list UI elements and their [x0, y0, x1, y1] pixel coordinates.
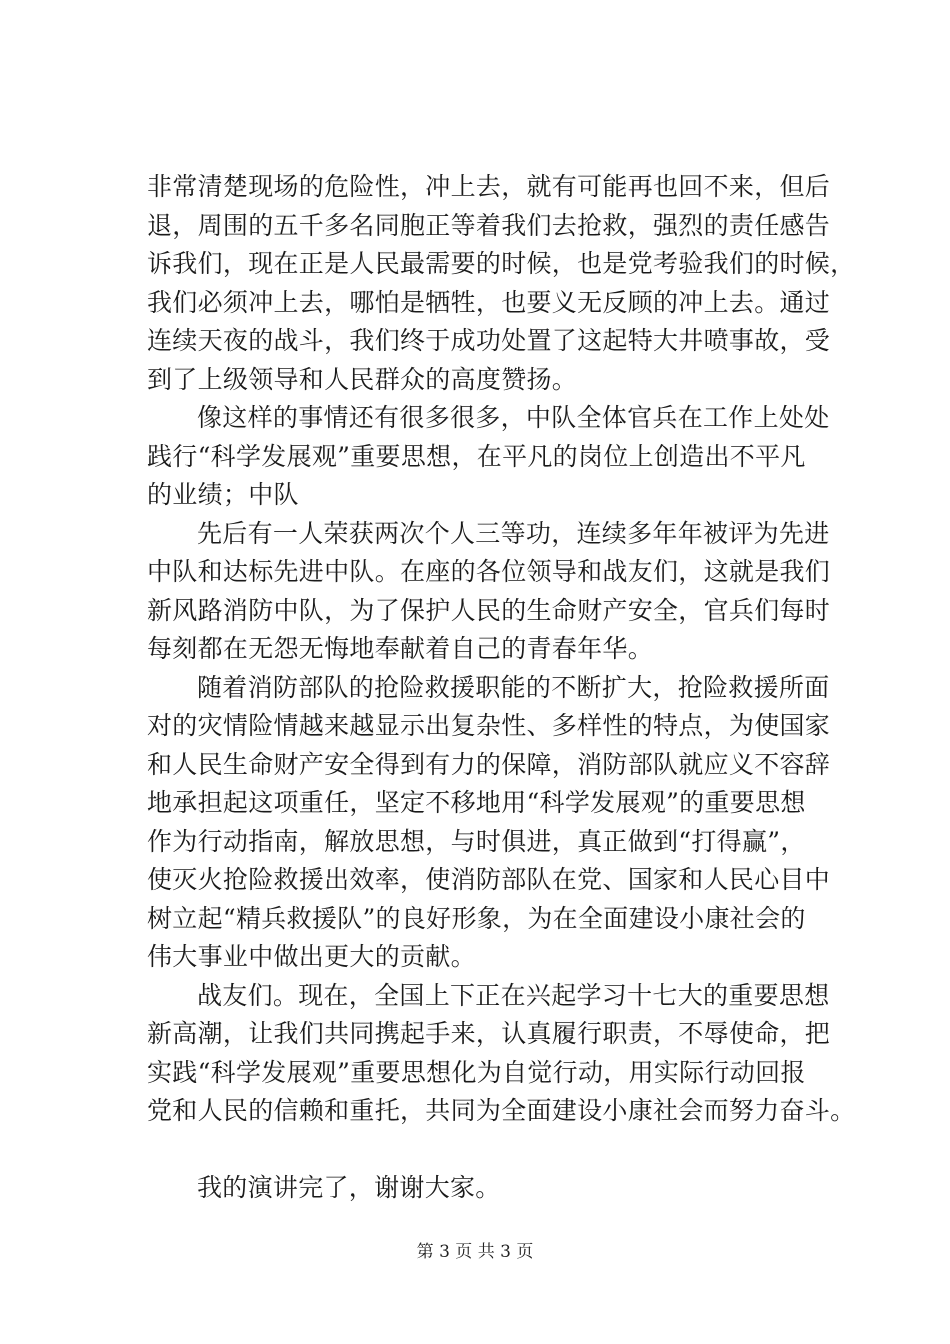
text-line: 退，周围的五千多名同胞正等着我们去抢救，强烈的责任感告: [147, 210, 831, 240]
text-line: 新风路消防中队，为了保护人民的生命财产安全，官兵们每时: [147, 595, 831, 625]
text-line: 我们必须冲上去，哪怕是牺牲，也要义无反顾的冲上去。通过: [147, 287, 831, 317]
page-number-footer: 第 3 页 共 3 页: [416, 1242, 534, 1262]
text-line: 对的灾情险情越来越显示出复杂性、多样性的特点，为使国家: [147, 711, 831, 740]
paragraph-start-line: 先后有一人荣获两次个人三等功，连续多年年被评为先进: [197, 518, 830, 548]
text-line: 地承担起这项重任，坚定不移地用“科学发展观”的重要思想: [147, 788, 806, 817]
text-line: 树立起“精兵救援队”的良好形象，为在全面建设小康社会的: [147, 903, 806, 933]
paragraph-gap: [147, 1131, 817, 1170]
text-line: 连续天夜的战斗，我们终于成功处置了这起特大井喷事故，受: [147, 326, 831, 355]
paragraph-start-line: 战友们。现在，全国上下正在兴起学习十七大的重要思想: [197, 980, 830, 1010]
text-line: 伟大事业中做出更大的贡献。: [147, 942, 476, 971]
text-line: 新高潮，让我们共同携起手来，认真履行职责，不辱使命，把: [147, 1019, 831, 1048]
paragraph-start-line: 随着消防部队的抢险救援职能的不断扩大，抢险救援所面: [197, 672, 830, 702]
text-line: 中队和达标先进中队。在座的各位领导和战友们，这就是我们: [147, 557, 831, 586]
text-line: 诉我们，现在正是人民最需要的时候，也是党考验我们的时候，: [147, 249, 856, 278]
text-line: 和人民生命财产安全得到有力的保障，消防部队就应义不容辞: [147, 749, 831, 779]
text-line: 作为行动指南，解放思想，与时俱进，真正做到“打得赢”，: [147, 826, 806, 856]
text-line: 每刻都在无怨无悔地奉献着自己的青春年华。: [147, 634, 654, 663]
text-line: 党和人民的信赖和重托，共同为全面建设小康社会而努力奋斗。: [147, 1096, 856, 1125]
paragraph-start-line: 像这样的事情还有很多很多，中队全体官兵在工作上处处: [197, 403, 830, 432]
text-line: 践行“科学发展观”重要思想，在平凡的岗位上创造出不平凡: [147, 441, 806, 471]
closing-line: 我的演讲完了，谢谢大家。: [197, 1173, 501, 1202]
text-line: 的业绩；中队: [147, 480, 299, 509]
document-body: [147, 168, 856, 1208]
text-line: 非常清楚现场的危险性，冲上去，就有可能再也回不来，但后: [147, 172, 831, 201]
text-line: 到了上级领导和人民群众的高度赞扬。: [147, 364, 578, 394]
text-line: 实践“科学发展观”重要思想化为自觉行动，用实际行动回报: [147, 1057, 806, 1087]
text-line: 使灭火抢险救援出效率，使消防部队在党、国家和人民心目中: [147, 865, 831, 894]
